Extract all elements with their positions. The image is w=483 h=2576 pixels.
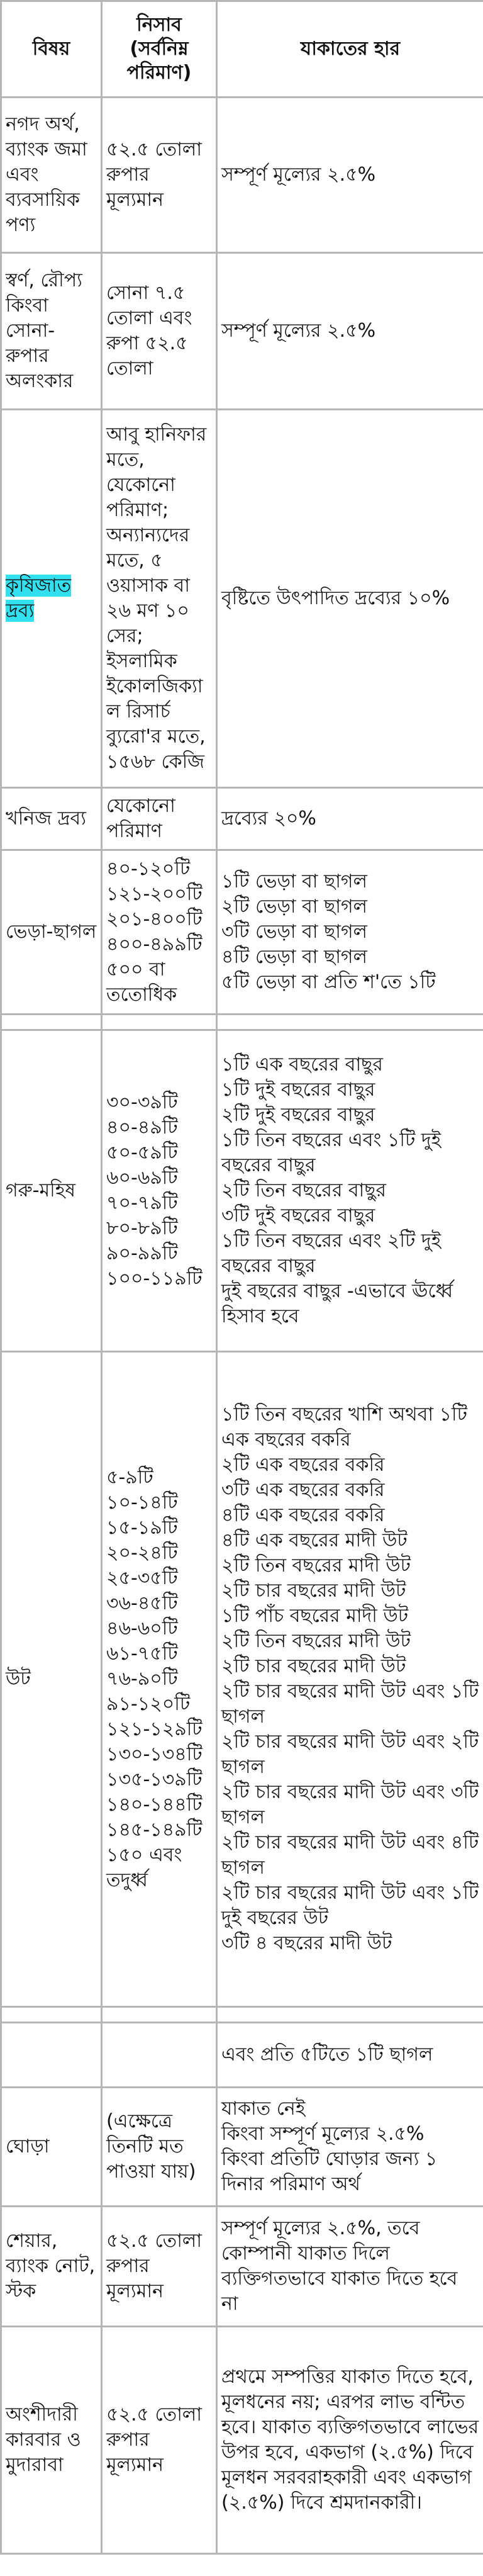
header-row	[1, 1, 483, 98]
rate-line: ২টি চার বছরের মাদী উট এবং ১টি ছাগল	[221, 1680, 479, 1728]
nisab-cell	[102, 850, 217, 1015]
rate-line: ৩টি দুই বছরের বাছুর	[221, 1205, 375, 1227]
nisab-cell: ৫২.৫ তোলা রুপার মূল্যমান	[102, 2207, 217, 2327]
rate-line: ২টি চার বছরের মাদী উট এবং ৩টি ছাগল	[221, 1781, 479, 1828]
nisab-line: ৩০-৩৯টি	[106, 1091, 178, 1113]
table-row	[1, 788, 483, 850]
nisab-line: ৭০-৭৯টি	[106, 1192, 178, 1214]
nisab-line: ৫০-৫৯টি	[106, 1142, 178, 1164]
rate-cell: বৃষ্টিতে উৎপাদিত দ্রব্যের ১০%	[217, 410, 483, 788]
nisab-line: ১০০-১১৯টি	[106, 1268, 203, 1290]
rate-cell: সম্পূর্ণ মূল্যের ২.৫%, তবে কোম্পানী যাকাত দিলে ব্যক্তিগতভাবে যাকাত দিতে হবে না	[217, 2207, 483, 2327]
table-row	[1, 2207, 483, 2327]
rate-line: কিংবা প্রতিটি ঘোড়ার জন্য ১ দিনার পরিমাণ অর্থ	[221, 2148, 438, 2195]
rate-line: ১টি তিন বছরের এবং ১টি দুই বছরের বাছুর	[221, 1129, 441, 1176]
nisab-cell: সোনা ৭.৫ তোলা এবং রুপা ৫২.৫ তোলা	[102, 253, 217, 410]
spacer-row	[1, 2007, 483, 2023]
header-rate: যাকাতের হার	[217, 1, 483, 98]
rate-line: দুই বছরের বাছুর -এভাবে ঊর্ধ্বে হিসাব হবে	[221, 1280, 453, 1327]
rate-cell	[217, 1030, 483, 1352]
rate-line: ১টি পাঁচ বছরের মাদী উট	[221, 1605, 409, 1627]
nisab-cell: যেকোনো পরিমাণ	[102, 788, 217, 850]
rate-line: ২টি তিন বছরের মাদী উট	[221, 1630, 411, 1652]
nisab-line: ৬০-৬৯টি	[106, 1167, 178, 1189]
nisab-line: ৪০০-৪৯৯টি	[106, 933, 203, 955]
rate-line: ২টি চার বছরের মাদী উট	[221, 1655, 406, 1677]
table-row	[1, 850, 483, 1015]
nisab-line: ১৫০ এবং তদুর্ধ্ব	[106, 1844, 182, 1891]
rate-cell: সম্পূর্ণ মূল্যের ২.৫%	[217, 253, 483, 410]
rate-line: ২টি তিন বছরের বাছুর	[221, 1179, 387, 1201]
subject-cell[interactable]: ভেড়া-ছাগল	[1, 850, 102, 1015]
rate-line: ৪টি এক বছরের মাদী উট	[221, 1529, 408, 1551]
table-row	[1, 2088, 483, 2207]
nisab-line: ৬১-৭৫টি	[106, 1643, 178, 1665]
nisab-line: ৪০-৪৯টি	[106, 1116, 178, 1139]
subject-cell[interactable]: নগদ অর্থ, ব্যাংক জমা এবং ব্যবসায়িক পণ্য	[1, 98, 102, 253]
nisab-line: ৫০০ বা ততোধিক	[106, 959, 177, 1006]
rate-line: ২টি দুই বছরের বাছুর	[221, 1104, 375, 1126]
table-row	[1, 1030, 483, 1352]
rate-line: ১টি দুই বছরের বাছুর	[221, 1079, 375, 1101]
nisab-cell	[102, 1030, 217, 1352]
rate-cell	[217, 2088, 483, 2207]
nisab-cell	[102, 1352, 217, 2007]
nisab-line: ১৪৫-১৪৯টি	[106, 1819, 203, 1841]
subject-cell[interactable]: ঘোড়া	[1, 2088, 102, 2207]
table-row	[1, 1352, 483, 2007]
subject-cell	[1, 2023, 102, 2088]
rate-line: ৫টি ভেড়া বা প্রতি শ'তে ১টি	[221, 971, 436, 993]
subject-cell[interactable]: স্বর্ণ, রৌপ্য কিংবা সোনা-রুপার অলংকার	[1, 253, 102, 410]
rate-line: ৪টি ভেড়া বা ছাগল	[221, 946, 367, 968]
rate-line: ২টি চার বছরের মাদী উট	[221, 1580, 406, 1602]
subject-cell[interactable]: খনিজ দ্রব্য	[1, 788, 102, 850]
nisab-line: ৩৬-৪৫টি	[106, 1592, 178, 1614]
nisab-line: ১৫-১৯টি	[106, 1517, 178, 1539]
rate-line: ২টি চার বছরের মাদী উট এবং ৪টি ছাগল	[221, 1831, 479, 1879]
nisab-line: ৪৬-৬০টি	[106, 1617, 178, 1640]
table-row	[1, 98, 483, 253]
subject-cell[interactable]: অংশীদারী কারবার ও মুদারাবা	[1, 2327, 102, 2554]
header-nisab: নিসাব (সর্বনিম্ন পরিমাণ)	[102, 1, 217, 98]
nisab-line: ১০-১৪টি	[106, 1492, 178, 1514]
nisab-line: ১৩০-১৩৪টি	[106, 1743, 203, 1765]
nisab-line: ২০-২৪টি	[106, 1542, 178, 1564]
subject-cell[interactable]: গরু-মহিষ	[1, 1030, 102, 1352]
rate-line: ২টি চার বছরের মাদী উট এবং ২টি ছাগল	[221, 1731, 479, 1778]
subject-cell[interactable]	[1, 410, 102, 788]
rate-line: ৪টি এক বছরের বকরি	[221, 1504, 385, 1526]
nisab-line: ১২১-২০০টি	[106, 883, 203, 905]
nisab-line: ৮০-৮৯টি	[106, 1217, 178, 1239]
nisab-line: ৪০-১২০টি	[106, 858, 191, 880]
nisab-line: ১৩৫-১৩৯টি	[106, 1769, 203, 1791]
rate-cell: প্রথমে সম্পত্তির যাকাত দিতে হবে, মূলধনের নয়; এরপর লাভ বন্টিত হবে। যাকাত ব্যক্তিগতভাবে লাভের উপর হবে, একভাগ (২.৫%) দিবে মূলধন সরবরাহকারী এবং একভাগ (২.৫%) দিবে শ্রমদানকারী।	[217, 2327, 483, 2554]
subject-highlight[interactable]: কৃষিজাত দ্রব্য	[6, 575, 72, 622]
rate-cell	[217, 1352, 483, 2007]
rate-line: ২টি ভেড়া বা ছাগল	[221, 896, 367, 918]
rate-line: ৩টি এক বছরের বকরি	[221, 1479, 385, 1501]
header-subject: বিষয়	[1, 1, 102, 98]
rate-line: ৩টি ভেড়া বা ছাগল	[221, 921, 367, 943]
nisab-line: ২০১-৪০০টি	[106, 908, 203, 930]
table-row	[1, 2023, 483, 2088]
rate-cell	[217, 850, 483, 1015]
nisab-line: ১২১-১২৯টি	[106, 1718, 203, 1740]
rate-line: ২টি এক বছরের বকরি	[221, 1454, 385, 1476]
nisab-line: ৭৬-৯০টি	[106, 1668, 178, 1690]
nisab-cell: ৫২.৫ তোলা রুপার মূল্যমান	[102, 98, 217, 253]
rate-cell: দ্রব্যের ২০%	[217, 788, 483, 850]
rate-line: ২টি তিন বছরের মাদী উট	[221, 1555, 411, 1577]
nisab-cell: (এক্ষেত্রে তিনটি মত পাওয়া যায়)	[102, 2088, 217, 2207]
nisab-cell: ৫২.৫ তোলা রুপার মূল্যমান	[102, 2327, 217, 2554]
nisab-line: ৯০-৯৯টি	[106, 1242, 178, 1264]
rate-line: ১টি তিন বছরের এবং ২টি দুই বছরের বাছুর	[221, 1230, 441, 1277]
rate-cell: এবং প্রতি ৫টিতে ১টি ছাগল	[217, 2023, 483, 2088]
rate-line: ১টি এক বছরের বাছুর	[221, 1054, 383, 1076]
nisab-line: ১৪০-১৪৪টি	[106, 1794, 203, 1816]
table-row	[1, 2327, 483, 2554]
rate-line: ২টি চার বছরের মাদী উট এবং ১টি দুই বছরের উট	[221, 1882, 479, 1929]
subject-cell[interactable]: উট	[1, 1352, 102, 2007]
rate-line: যাকাত নেই	[221, 2098, 306, 2120]
rate-line: কিংবা সম্পূর্ণ মূল্যের ২.৫%	[221, 2123, 425, 2145]
rate-line: ১টি ভেড়া বা ছাগল	[221, 870, 367, 892]
rate-line: ৩টি ৪ বছরের মাদী উট	[221, 1932, 392, 1954]
nisab-line: ২৫-৩৫টি	[106, 1567, 178, 1589]
nisab-line: ৯১-১২০টি	[106, 1693, 191, 1715]
table-row	[1, 410, 483, 788]
spacer-row	[1, 1015, 483, 1030]
table-row	[1, 253, 483, 410]
subject-cell[interactable]: শেয়ার, ব্যাংক নোট, স্টক	[1, 2207, 102, 2327]
rate-cell: সম্পূর্ণ মূল্যের ২.৫%	[217, 98, 483, 253]
rate-line: ১টি তিন বছরের খাশি অথবা ১টি এক বছরের বকরি	[221, 1403, 467, 1451]
nisab-line: ৫-৯টি	[106, 1466, 153, 1488]
nisab-cell: আবু হানিফার মতে, যেকোনো পরিমাণ; অন্যান্যদের মতে, ৫ ওয়াসাক বা ২৬ মণ ১০ সের; ইসলামিক ইকোলজিক্যাল রিসার্চ ব্যুরো'র মতে, ১৫৬৮ কেজি	[102, 410, 217, 788]
nisab-cell	[102, 2023, 217, 2088]
